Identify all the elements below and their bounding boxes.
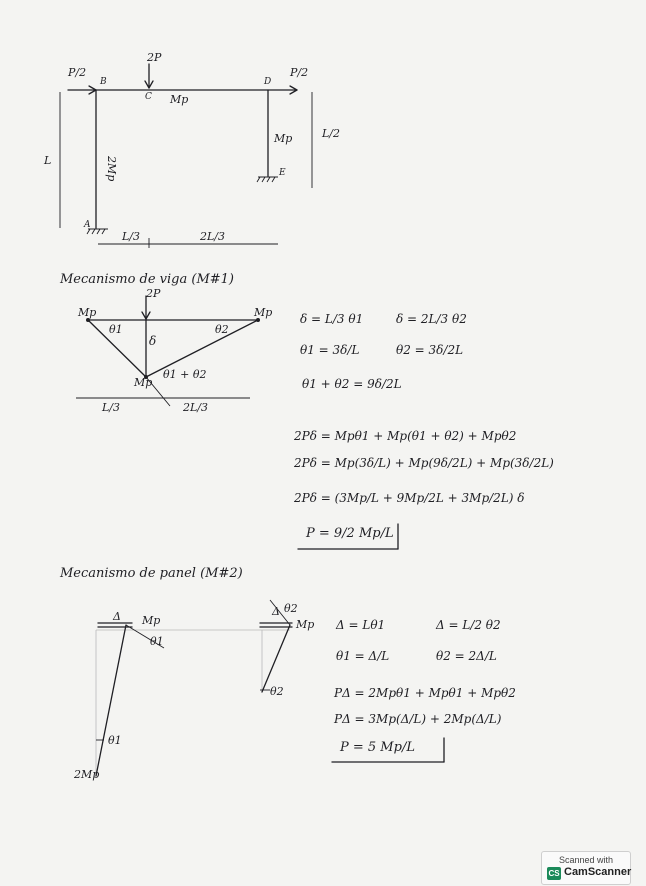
label-height-l2: L/2 [322, 127, 341, 140]
label-right-col-mp: Mp [274, 132, 293, 145]
label-theta2: θ2 [215, 323, 229, 336]
beam-eq-2b: θ2 = 3δ/2L [396, 343, 464, 357]
beam-eq-2a: θ1 = 3δ/L [300, 343, 360, 357]
label-span-2l3: 2L/3 [200, 230, 226, 243]
label-mp-left: Mp [78, 306, 97, 319]
label-p2-right: P/2 [290, 66, 309, 79]
node-e: E [279, 168, 286, 178]
label-beam-load: 2P [146, 287, 161, 300]
label-theta1: θ1 [109, 323, 123, 336]
displaced-right-column [262, 625, 290, 692]
label-beam-span-right: 2L/3 [183, 401, 209, 414]
badge-scanned-text: Scanned with [558, 855, 614, 865]
label-beam-span-left: L/3 [102, 401, 121, 414]
beam-work-1: 2Pδ = Mpθ1 + Mp(θ1 + θ2) + Mpθ2 [294, 429, 517, 443]
label-delta: δ [149, 334, 157, 348]
camscanner-badge [541, 851, 631, 885]
beam-mechanism-sketch [76, 287, 272, 414]
beam-work-2: 2Pδ = Mp(3δ/L) + Mp(9δ/2L) + Mp(3δ/2L) [294, 456, 554, 470]
panel-eq-1a: Δ = Lθ1 [336, 618, 386, 632]
label-panel-mp-right: Mp [296, 618, 315, 631]
label-delta-right: Δ [272, 605, 280, 618]
beam-eq-3: θ1 + θ2 = 9δ/2L [302, 377, 402, 391]
label-panel-2mp: 2Mp [74, 768, 100, 781]
label-panel-theta2-bottom: θ2 [270, 685, 284, 698]
beam-work-3: 2Pδ = (3Mp/L + 9Mp/2L + 3Mp/2L) δ [294, 491, 525, 505]
label-panel-theta2-top: θ2 [284, 602, 298, 615]
label-panel-theta1-bottom: θ1 [108, 734, 122, 747]
label-beam-mp: Mp [170, 93, 189, 106]
label-theta-sum: θ1 + θ2 [163, 368, 207, 381]
panel-eq-2a: θ1 = Δ/L [336, 649, 390, 663]
panel-eq-1b: Δ = L/2 θ2 [436, 618, 501, 632]
label-p2-left: P/2 [68, 66, 87, 79]
support-e [257, 177, 278, 182]
label-span-l3: L/3 [122, 230, 141, 243]
label-delta-left: Δ [113, 610, 121, 623]
displaced-left-column [96, 625, 126, 776]
node-b: B [100, 77, 107, 87]
label-panel-theta1-top: θ1 [150, 635, 164, 648]
panel-work-1: PΔ = 2Mpθ1 + Mpθ1 + Mpθ2 [334, 686, 516, 700]
frame-diagram [43, 51, 340, 248]
node-c: C [145, 92, 152, 102]
label-left-col-mp: 2Mp [105, 156, 118, 182]
panel-mechanism-equations [332, 618, 516, 762]
beam-result: P = 9/2 Mp/L [306, 526, 394, 541]
beam-eq-1a: δ = L/3 θ1 [300, 312, 364, 326]
panel-result: P = 5 Mp/L [340, 740, 415, 755]
label-panel-mp-left: Mp [142, 614, 161, 627]
node-d: D [264, 77, 272, 87]
panel-work-2: PΔ = 3Mp(Δ/L) + 2Mp(Δ/L) [334, 712, 502, 726]
label-mp-bottom: Mp [134, 376, 153, 389]
heading-beam-mechanism: Mecanismo de viga (M#1) [60, 272, 234, 287]
node-a: A [84, 220, 91, 230]
panel-eq-2b: θ2 = 2Δ/L [436, 649, 497, 663]
beam-eq-1b: δ = 2L/3 θ2 [396, 312, 467, 326]
label-mp-right: Mp [254, 306, 273, 319]
camscanner-logo-icon: CS [548, 869, 560, 878]
beam-mechanism-equations [293, 312, 554, 549]
label-2p: 2P [147, 51, 162, 64]
panel-mechanism-sketch [73, 600, 314, 781]
label-height-l: L [44, 154, 52, 167]
badge-app-name: CamScanner [564, 866, 632, 878]
heading-panel-mechanism: Mecanismo de panel (M#2) [60, 566, 243, 581]
